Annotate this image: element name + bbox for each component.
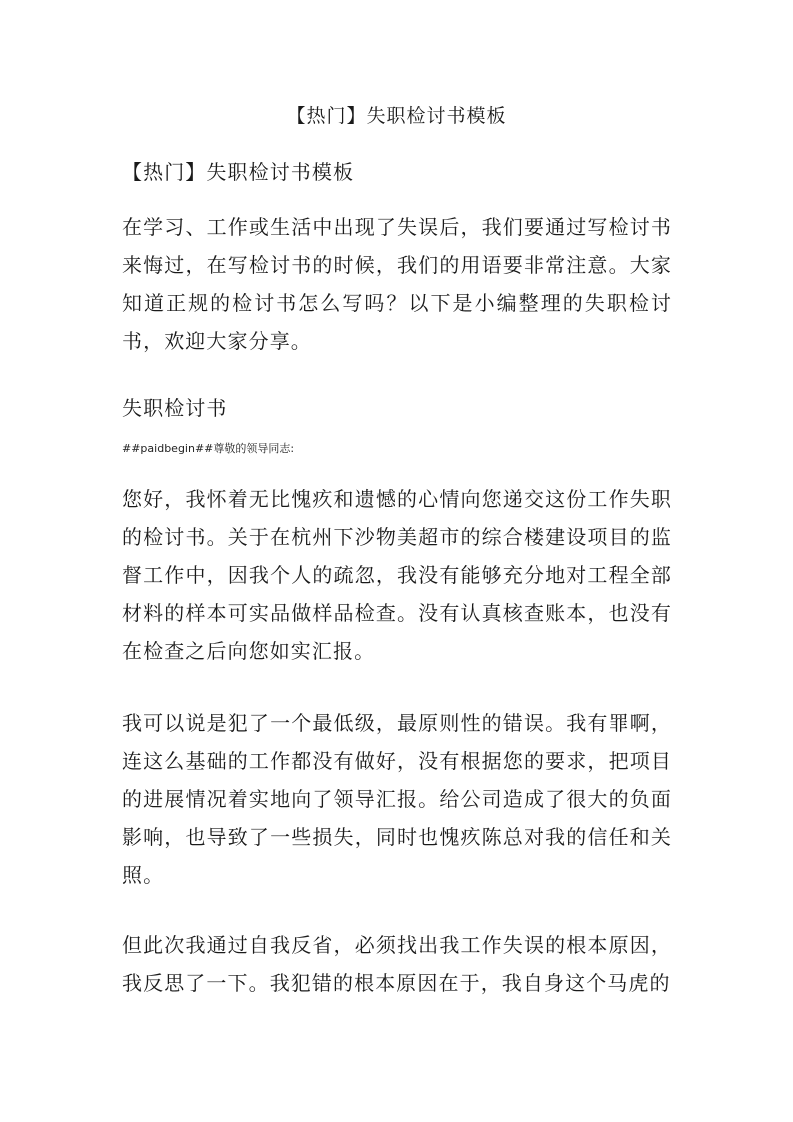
body-paragraph: 但此次我通过自我反省，必须找出我工作失误的根本原因，我反思了一下。我犯错的根本原因在于，我自身这个马虎的 xyxy=(122,933,672,995)
document-subtitle: 【热门】失职检讨书模板 xyxy=(122,160,355,184)
body-paragraph: 您好，我怀着无比愧疚和遗憾的心情向您递交这份工作失职的检讨书。关于在杭州下沙物美超市的综合楼建设项目的监督工作中，因我个人的疏忽，我没有能够充分地对工程全部材料的样本可实品做样品检查。没有认真核查账本，也没有在检查之后向您如实汇报。 xyxy=(122,487,672,663)
section-heading: 失职检讨书 xyxy=(122,396,228,420)
paid-marker-salutation: ##paidbegin##尊敬的领导同志: xyxy=(122,442,295,455)
document-title: 【热门】失职检讨书模板 xyxy=(286,105,507,127)
body-paragraph: 我可以说是犯了一个最低级，最原则性的错误。我有罪啊，连这么基础的工作都没有做好，没有根据您的要求，把项目的进展情况着实地向了领导汇报。给公司造成了很大的负面影响，也导致了一些损失，同时也愧疚陈总对我的信任和关照。 xyxy=(122,711,672,887)
intro-paragraph: 在学习、工作或生活中出现了失误后，我们要通过写检讨书来悔过，在写检讨书的时候，我们的用语要非常注意。大家知道正规的检讨书怎么写吗？以下是小编整理的失职检讨书，欢迎大家分享。 xyxy=(122,215,672,353)
